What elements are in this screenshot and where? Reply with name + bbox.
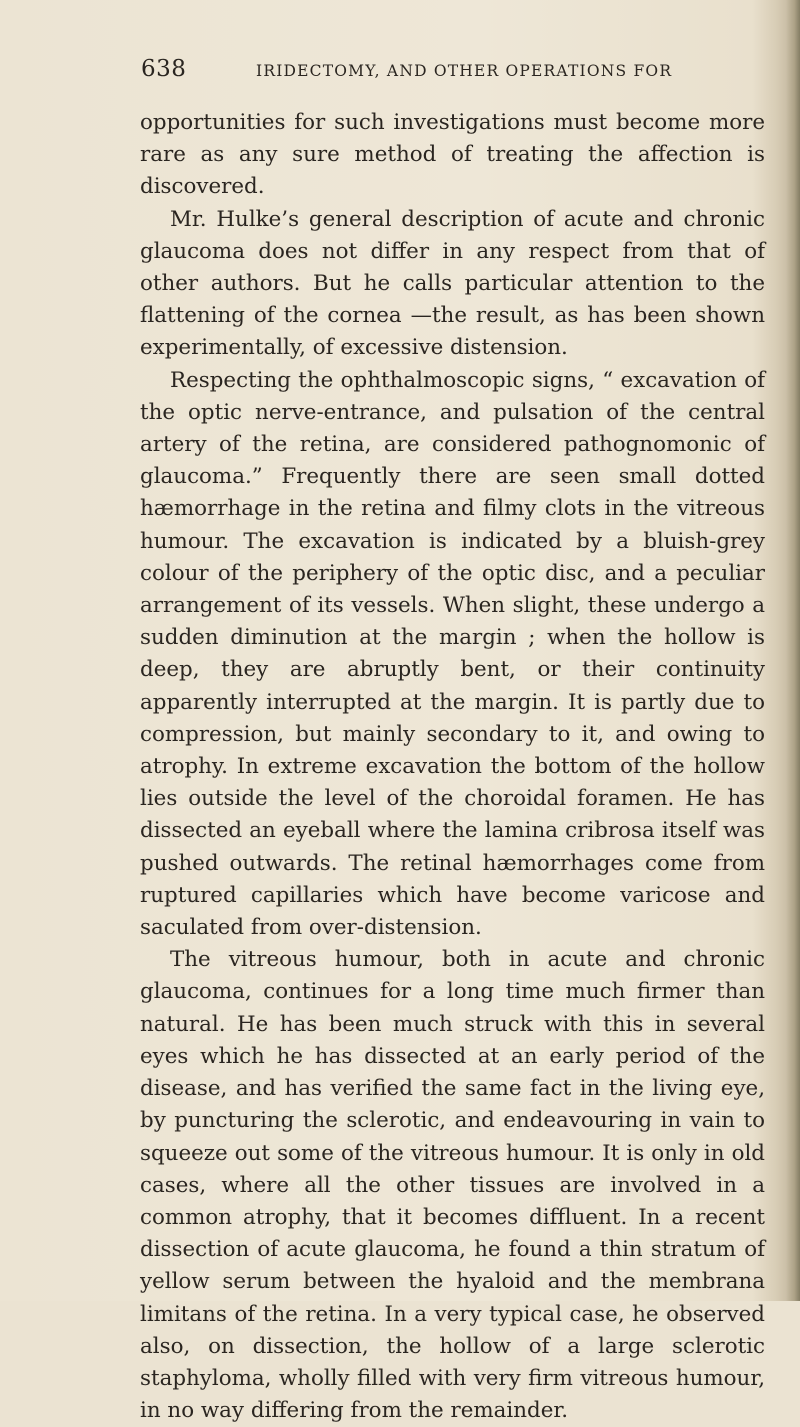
page-spine-shadow (786, 0, 800, 1301)
running-head: IRIDECTOMY, AND OTHER OPERATIONS FOR (256, 62, 673, 80)
paragraph-ophthalmoscopic-signs: Respecting the ophthalmoscopic signs, “ excavation of the optic nerve-entrance, and pulsation of the central artery of the retina, are considered pathognomonic of glaucoma.” Frequently there are seen small dotted hæmorrhage in the retina and filmy clots in the vitreous humour. The excavation is indicated by a bluish-grey colour of the periphery of the optic disc, and a peculiar arrangement of its vessels. When slight, these undergo a sudden diminution at the margin ; when the hollow is deep, they are abruptly bent, or their continuity apparently interrupted at the margin. It is partly due to compression, but mainly secondary to it, and owing to atrophy. In extreme excavation the bottom of the hollow lies outside the level of the choroidal foramen. He has dissected an eyeball where the lamina cribrosa itself was pushed outwards. The retinal hæmorrhages come from ruptured capillaries which have become varicose and saculated from over-distension. (140, 367, 765, 941)
paragraph-continuation: opportunities for such investigations must become more rare as any sure method of treating the affection is discovered. (140, 110, 765, 200)
paragraph-hulke-description: Mr. Hulke’s general description of acute and chronic glaucoma does not differ in any respect from that of other authors. But he calls particular attention to the flattening of the cornea —the result, as has been shown experimentally, of excessive distension. (140, 206, 765, 361)
paragraph-vitreous-humour: The vitreous humour, both in acute and chronic glaucoma, continues for a long time much firmer than natural. He has been much struck with this in several eyes which he has dissected at an early period of the disease, and has verified the same fact in the living eye, by puncturing the sclerotic, and endeavouring in vain to squeeze out some of the vitreous humour. It is only in old cases, where all the other tissues are involved in a common atrophy, that it becomes diffluent. In a recent dissection of acute glaucoma, he found a thin stratum of yellow serum between the hyaloid and the membrana limitans of the retina. In a very typical case, he observed also, on dissection, the hollow of a large sclerotic staphyloma, wholly filled with very firm vitreous humour, in no way differing from the remainder. (140, 947, 765, 1424)
page-header (141, 56, 761, 86)
body-text (140, 107, 765, 1427)
page-number: 638 (141, 56, 187, 82)
